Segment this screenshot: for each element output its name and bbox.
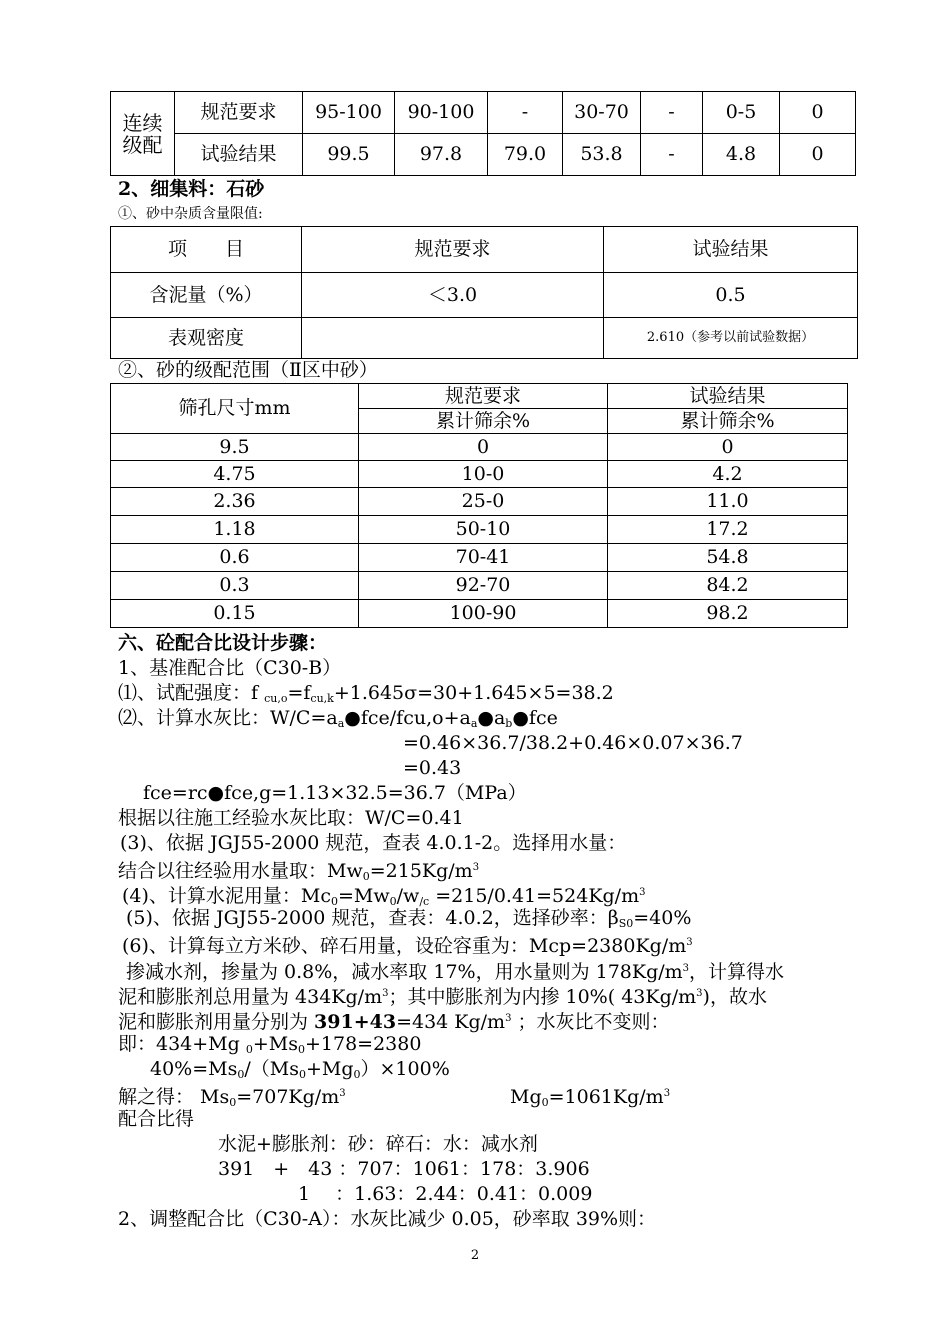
text-line: $40\%=Ms_0/(Ms_0+Mg_0)\times 100\%$ [150, 1058, 450, 1081]
table-cell: 4.75 [111, 461, 359, 488]
table-cell: 53.8 [563, 134, 641, 176]
table-cell: ＜3.0 [302, 273, 604, 318]
text-line: 1、基准配合比（C30-B） [118, 657, 342, 679]
text-line: (3)、依据 JGJ55-2000 规范，查表 4.0.1-2。选择用水量： [120, 832, 627, 854]
text-line: 391 + 43 ：707：1061：178：3.906 [218, 1158, 590, 1180]
text-line: 配合比得 [118, 1108, 195, 1130]
text-line: ⑴、试配强度：f $_{cu,o}=f_{cu,k}+1.645\sigma=30+1.645\times 5=38.2$ [118, 682, 614, 705]
text-line: 2、调整配合比（C30-A）：水灰比减少 0.05，砂率取 39%则： [118, 1208, 657, 1230]
table-header-cell: 试验结果 [608, 384, 848, 409]
text-line: 1 ：1.63：2.44：0.41：0.009 [298, 1183, 593, 1205]
subsection-heading: ②、砂的级配范围（Ⅱ区中砂） [118, 359, 378, 381]
table-cell: 100-90 [359, 600, 608, 628]
table-header-cell: 规范要求 [359, 384, 608, 409]
table-cell: 0 [359, 434, 608, 461]
text-line: (6)、计算每立方米砂、碎石用量，设砼容重为：$Mcp=2380Kg/m^3$ [122, 935, 693, 957]
text-line: 根据以往施工经验水灰比取：W/C=0.41 [118, 807, 464, 829]
text-line: $Mg_0=1061Kg/m^3$ [510, 1086, 671, 1109]
table-cell: 2.36 [111, 488, 359, 516]
table-cell: - [641, 92, 703, 134]
table-cell: 25-0 [359, 488, 608, 516]
table-cell: 0.6 [111, 544, 359, 572]
coarse-aggregate-grading-table [110, 91, 856, 176]
text-line: 解之得： $Ms_0=707Kg/m^3$ [118, 1086, 346, 1109]
table-header-cell: 筛孔尺寸mm [111, 384, 359, 434]
table-cell: 10-0 [359, 461, 608, 488]
table-cell: 92-70 [359, 572, 608, 600]
section-heading: 2、细集料：石砂 [118, 178, 265, 200]
table-cell: 4.8 [703, 134, 780, 176]
text-line: =0.46×36.7/38.2+0.46×0.07×36.7 [403, 732, 743, 754]
grading-group-label: 连续级配 [111, 92, 175, 176]
text-line: (4)、计算水泥用量：$Mc_0=Mw_0/w_{/c} =215/0.41=524Kg/m^3$ [122, 885, 646, 908]
table-header-cell: 试验结果 [604, 227, 858, 273]
table-cell: 90-100 [395, 92, 488, 134]
table-header-cell: 累计筛余% [359, 409, 608, 434]
text-line: fce=rc●fce,g=1.13×32.5=36.7（MPa） [143, 782, 527, 804]
sand-impurity-table [110, 226, 858, 359]
table-cell: 4.2 [608, 461, 848, 488]
table-cell: 含泥量（%） [111, 273, 302, 318]
table-cell: 0 [608, 434, 848, 461]
text-line: 泥和膨胀剂总用量为 $434Kg/m^3$；其中膨胀剂为内掺 10%( $43Kg/m^3$)，故水 [118, 986, 767, 1008]
table-cell: 0.5 [604, 273, 858, 318]
sand-grading-table [110, 383, 848, 628]
text-line: ⑵、计算水灰比：$W/C=a_a●fce/fcu,o+a_a●a_b●fce$ [118, 707, 558, 730]
text-line: =0.43 [403, 757, 462, 779]
table-cell: - [488, 92, 563, 134]
text-line: 泥和膨胀剂用量分别为 391+43=434 $Kg/m^3$ ；水灰比不变则： [118, 1011, 670, 1033]
table-cell: 97.8 [395, 134, 488, 176]
table-cell: 试验结果 [175, 134, 303, 176]
table-cell: 30-70 [563, 92, 641, 134]
table-cell: 1.18 [111, 516, 359, 544]
table-cell: 0 [780, 134, 856, 176]
table-cell: 0 [780, 92, 856, 134]
text-line: 水泥+膨胀剂：砂：碎石：水：减水剂 [218, 1133, 538, 1155]
table-cell: 0.15 [111, 600, 359, 628]
section-heading: 六、砼配合比设计步骤： [118, 632, 328, 654]
subsection-heading: ①、砂中杂质含量限值: [118, 206, 263, 222]
page-number: 2 [470, 1248, 480, 1263]
table-cell: - [641, 134, 703, 176]
table-cell: 0-5 [703, 92, 780, 134]
table-header-cell: 规范要求 [302, 227, 604, 273]
table-cell: 95-100 [303, 92, 395, 134]
table-cell: 0.3 [111, 572, 359, 600]
table-cell [302, 318, 604, 359]
table-cell: 9.5 [111, 434, 359, 461]
table-cell: 2.610（参考以前试验数据） [604, 318, 858, 359]
text-line: 即：434+Mg $_0+Ms_0+178=2380$ [118, 1033, 422, 1056]
table-cell: 17.2 [608, 516, 848, 544]
table-cell: 表观密度 [111, 318, 302, 359]
table-header-cell: 累计筛余% [608, 409, 848, 434]
text-line: 结合以往经验用水量取：$Mw_0=215Kg/m^3$ [118, 860, 480, 883]
table-cell: 98.2 [608, 600, 848, 628]
table-cell: 99.5 [303, 134, 395, 176]
table-cell: 50-10 [359, 516, 608, 544]
table-cell: 70-41 [359, 544, 608, 572]
table-header-cell: 项 目 [111, 227, 302, 273]
table-cell: 79.0 [488, 134, 563, 176]
table-cell: 54.8 [608, 544, 848, 572]
text-line: 掺减水剂，掺量为 0.8%，减水率取 17%，用水量则为 $178Kg/m^3$，计算得水 [126, 961, 785, 983]
table-cell: 11.0 [608, 488, 848, 516]
text-line: (5)、依据 JGJ55-2000 规范，查表：4.0.2，选择砂率：$\beta_{S0}=40\%$ [126, 907, 692, 930]
table-cell: 规范要求 [175, 92, 303, 134]
table-cell: 84.2 [608, 572, 848, 600]
